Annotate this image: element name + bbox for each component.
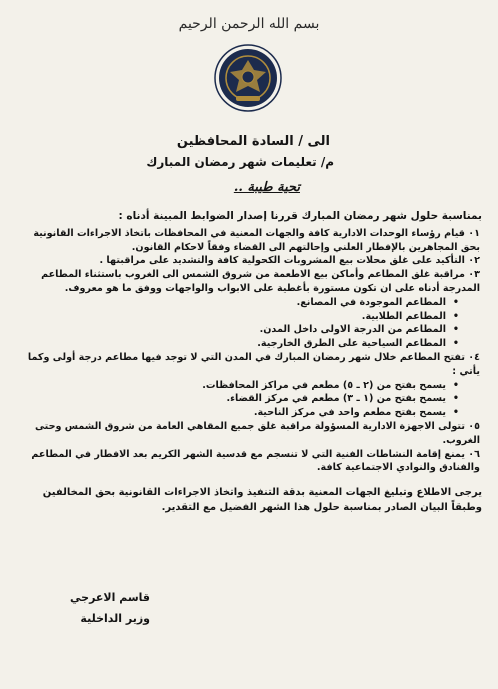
basmala-calligraphy: بسم الله الرحمن الرحيم: [178, 16, 320, 32]
opening-list: [24, 379, 482, 420]
closing-paragraph: يرجى الاطلاع وتبليغ الجهات المعنية بدقة التنفيذ واتخاذ الاجراءات القانونية بحق المخالفين وطبقاً البيان الصادر بمناسبة حلول هذا الشهر الفضيل مع التقدير.: [42, 487, 482, 514]
signatory-title: وزير الداخلية: [80, 612, 150, 625]
signatory-name: قاسم الاعرجي: [70, 591, 150, 604]
directive-item-6: ٠٦ يمنع إقامة النشاطات الفنية التي لا تنسجم مع قدسية الشهر الكريم بعد الافطار في المطاعم والفنادق والنوادي الاجتماعية كافة.: [31, 448, 480, 474]
opening-item: • يسمح بفتح من (٢ ـ ٥) مطعم في مراكز المحافظات.: [24, 379, 446, 393]
directive-item-3: ٠٣ مراقبة غلق المطاعم وأماكن بيع الاطعمة من شروق الشمس الى الغروب باستثناء المطاعم المدرجة أدناه على ان تكون مستورة بأغطية على الابواب والواجهات ووفق ما هو معروف.: [41, 269, 480, 294]
directive-item-4: ٠٤ تفتح المطاعم خلال شهر رمضان المبارك في المدن التي لا توجد فيها مطاعم درجة أولى وكما يأتي :: [27, 351, 480, 377]
greeting-line: تحية طيبة ..: [233, 180, 300, 195]
exception-item: • المطاعم الموجودة في المصانع.: [24, 296, 446, 310]
opening-item: • يسمح بفتح مطعم واحد في مركز الناحية.: [24, 406, 446, 420]
exception-list: [24, 296, 482, 351]
subject-line: م/ تعليمات شهر رمضان المبارك: [146, 155, 334, 169]
opening-item: • يسمح بفتح من (١ ـ ٣) مطعم في مركز القضاء.: [24, 392, 446, 406]
exception-item: • المطاعم من الدرجة الاولى داخل المدن.: [24, 323, 446, 337]
letter-body: [24, 210, 482, 515]
intro-paragraph: بمناسبة حلول شهر رمضان المبارك قررنا إصدار الضوابط المبينة أدناه :: [118, 210, 482, 222]
exception-item: • المطاعم الطلابية.: [24, 310, 446, 324]
ministry-seal-icon: [214, 44, 282, 112]
directive-item-1: ٠١ قيام رؤساء الوحدات الادارية كافة والجهات المعنية في المحافظات باتخاذ الاجراءات القانونية بحق المجاهرين بالإفطار العلني وإحالتهم الى القضاء وفقاً لاحكام القانون.: [33, 227, 480, 253]
exception-item: • المطاعم السياحية على الطرق الخارجية.: [24, 337, 446, 351]
recipient-line: الى / السادة المحافظين: [176, 134, 330, 149]
directive-item-5: ٠٥ تتولى الاجهزة الادارية المسؤولة مراقبة غلق جميع المقاهي العامة من شروق الشمس وحتى الغروب.: [34, 420, 480, 446]
directive-item-2: ٠٢ التأكيد على غلق محلات بيع المشروبات الكحولية كافة والتشديد على مراقبتها .: [99, 255, 480, 267]
